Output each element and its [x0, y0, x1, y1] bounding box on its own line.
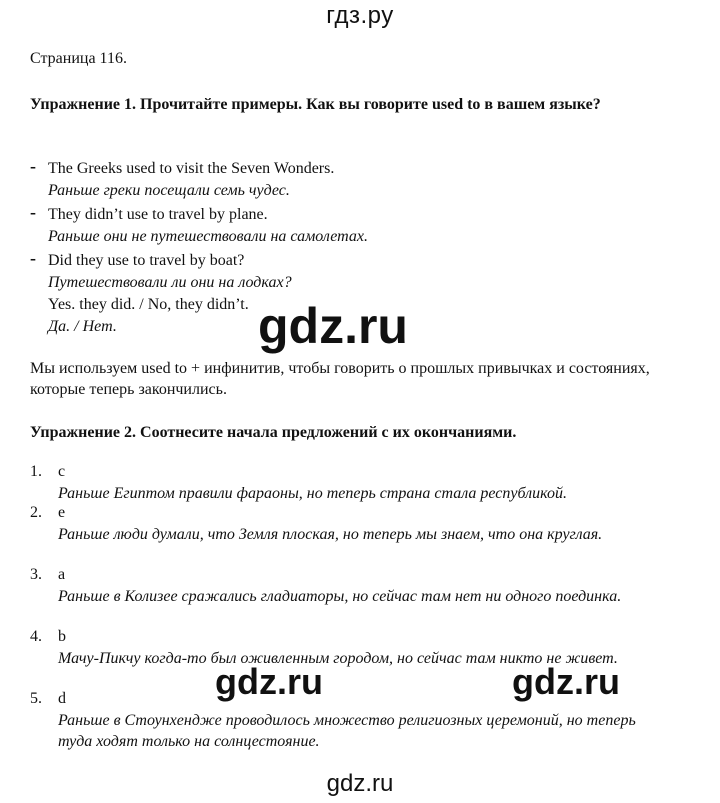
example-2-russian: Раньше они не путешествовали на самолетах. [48, 228, 369, 245]
example-3-russian: Путешествовали ли они на лодках? [48, 274, 292, 291]
item-translation: Раньше Египтом правили фараоны, но теперь страна стала республикой. [58, 485, 567, 502]
item-translation: Раньше люди думали, что Земля плоская, но теперь мы знаем, что она круглая. [58, 526, 603, 543]
exercise-1-note: Мы используем used to + инфинитив, чтобы говорить о прошлых привычках и состояниях, которые теперь закончились. [30, 360, 650, 398]
item-number: 3. [30, 566, 42, 583]
example-1-russian: Раньше греки посещали семь чудес. [48, 182, 290, 199]
item-answer: e [58, 504, 66, 521]
item-translation: Раньше в Колизее сражались гладиаторы, но сейчас там нет ни одного поединка. [58, 588, 622, 605]
exercise-2-title: Упражнение 2. Соотнесите начала предложений с их окончаниями. [30, 424, 517, 441]
example-2-english: They didn’t use to travel by plane. [48, 206, 268, 223]
item-translation: Мачу-Пикчу когда-то был оживленным городом, но сейчас там никто не живет. [58, 650, 618, 667]
example-3-answer-english: Yes. they did. / No, they didn’t. [48, 296, 249, 313]
item-translation: Раньше в Стоунхендже проводилось множество религиозных церемоний, но теперь туда ходят только на солнцестояние. [58, 712, 636, 750]
footer-watermark: gdz.ru [326, 770, 394, 797]
example-3-answer-russian: Да. / Нет. [48, 318, 117, 335]
watermark-bottom-right: gdz.ru [512, 661, 620, 702]
site-title: гдз.ру [326, 2, 394, 29]
watermark-bottom-left: gdz.ru [215, 661, 323, 702]
exercise-1-title: Упражнение 1. Прочитайте примеры. Как вы говорите used to в вашем языке? [30, 96, 601, 113]
item-number: 2. [30, 504, 42, 521]
item-answer: d [58, 690, 66, 707]
list-bullet: - [30, 202, 36, 222]
page-number-label: Страница 116. [30, 50, 127, 67]
item-number: 5. [30, 690, 42, 707]
example-3-english: Did they use to travel by boat? [48, 252, 245, 269]
item-answer: a [58, 566, 66, 583]
item-number: 1. [30, 463, 42, 480]
item-answer: b [58, 628, 66, 645]
list-bullet: - [30, 156, 36, 176]
list-bullet: - [30, 248, 36, 268]
item-number: 4. [30, 628, 42, 645]
example-1-english: The Greeks used to visit the Seven Wonders. [48, 160, 335, 177]
item-answer: c [58, 463, 66, 480]
watermark-center: gdz.ru [258, 298, 408, 354]
